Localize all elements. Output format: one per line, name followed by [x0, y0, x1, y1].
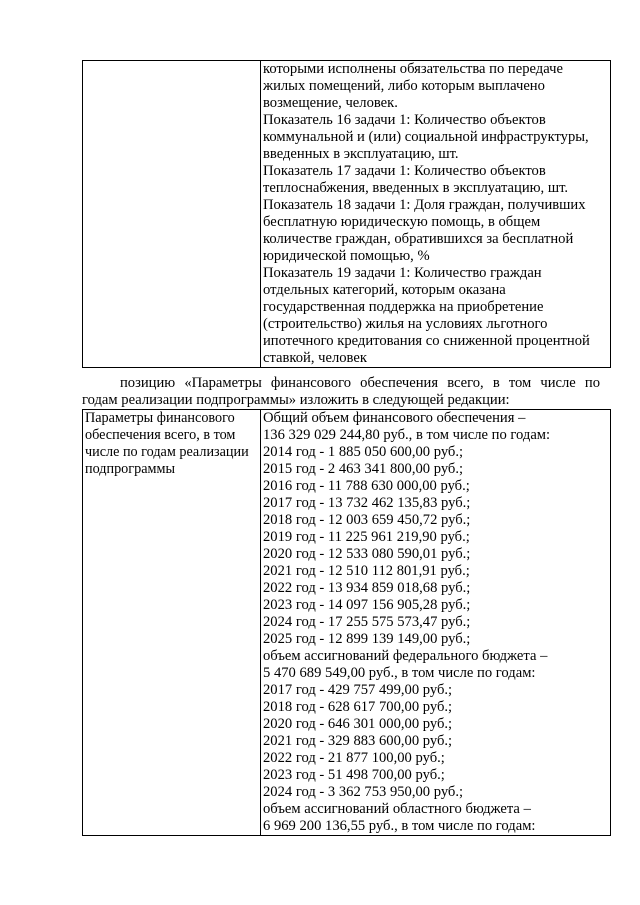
- indicator-line: отдельных категорий, которым оказана: [263, 282, 506, 298]
- finance-line: объем ассигнований областного бюджета –: [263, 801, 531, 817]
- indicators-table: [82, 60, 611, 368]
- finance-line: 2025 год - 12 899 139 149,00 руб.;: [263, 631, 471, 647]
- indicator-line: которыми исполнены обязательства по передаче: [263, 61, 563, 77]
- finance-line: 2023 год - 14 097 156 905,28 руб.;: [263, 597, 471, 613]
- finance-label-line: числе по годам реализации: [85, 444, 249, 460]
- indicator-line: количестве граждан, обратившихся за бесплатной: [263, 231, 574, 247]
- indicator-line: ставкой, человек: [263, 350, 367, 366]
- finance-line: 2015 год - 2 463 341 800,00 руб.;: [263, 461, 464, 477]
- indicator-line: Показатель 19 задачи 1: Количество граждан: [263, 265, 542, 281]
- finance-line: 2024 год - 3 362 753 950,00 руб.;: [263, 784, 464, 800]
- finance-line: 2021 год - 329 883 600,00 руб.;: [263, 733, 453, 749]
- indicator-line: государственная поддержка на приобретение: [263, 299, 544, 315]
- finance-label-line: Параметры финансового: [85, 410, 235, 426]
- indicator-line: юридической помощью, %: [263, 248, 430, 264]
- finance-line: объем ассигнований федерального бюджета –: [263, 648, 548, 664]
- finance-line: 2023 год - 51 498 700,00 руб.;: [263, 767, 445, 783]
- intro-paragraph-line: годам реализации подпрограммы» изложить в следующей редакции:: [82, 392, 510, 408]
- finance-line: 136 329 029 244,80 руб., в том числе по годам:: [263, 427, 551, 443]
- finance-line: 2018 год - 628 617 700,00 руб.;: [263, 699, 453, 715]
- indicator-line: жилых помещений, либо которым выплачено: [263, 78, 545, 94]
- finance-line: 2017 год - 429 757 499,00 руб.;: [263, 682, 453, 698]
- finance-line: 2024 год - 17 255 575 573,47 руб.;: [263, 614, 471, 630]
- indicator-line: Показатель 18 задачи 1: Доля граждан, получивших: [263, 197, 586, 213]
- finance-line: 2020 год - 12 533 080 590,01 руб.;: [263, 546, 471, 562]
- finance-line: 2022 год - 13 934 859 018,68 руб.;: [263, 580, 471, 596]
- finance-line: 2020 год - 646 301 000,00 руб.;: [263, 716, 453, 732]
- finance-label-line: подпрограммы: [85, 461, 175, 477]
- finance-line: 2014 год - 1 885 050 600,00 руб.;: [263, 444, 464, 460]
- finance-line: 2022 год - 21 877 100,00 руб.;: [263, 750, 445, 766]
- finance-line: 6 969 200 136,55 руб., в том числе по годам:: [263, 818, 536, 834]
- intro-paragraph: [82, 375, 600, 409]
- indicator-line: (строительство) жилья на условиях льготного: [263, 316, 548, 332]
- finance-line: 5 470 689 549,00 руб., в том числе по годам:: [263, 665, 536, 681]
- indicator-line: введенных в эксплуатацию, шт.: [263, 146, 459, 162]
- table-row: [83, 410, 611, 836]
- finance-line: Общий объем финансового обеспечения –: [263, 410, 526, 426]
- finance-line: 2017 год - 13 732 462 135,83 руб.;: [263, 495, 471, 511]
- finance-values-cell: [261, 410, 611, 836]
- indicator-line: Показатель 16 задачи 1: Количество объектов: [263, 112, 546, 128]
- indicator-line: Показатель 17 задачи 1: Количество объектов: [263, 163, 546, 179]
- finance-line: 2016 год - 11 788 630 000,00 руб.;: [263, 478, 470, 494]
- indicators-text-cell: [261, 61, 611, 368]
- finance-table: [82, 409, 611, 836]
- intro-paragraph-line: позицию «Параметры финансового обеспечения всего, в том числе по: [120, 375, 600, 391]
- finance-label-cell: [83, 410, 261, 836]
- indicator-line: теплоснабжения, введенных в эксплуатацию, шт.: [263, 180, 569, 196]
- finance-label-line: обеспечения всего, в том: [85, 427, 236, 443]
- indicator-line: возмещение, человек.: [263, 95, 398, 111]
- indicator-line: ипотечного кредитования со сниженной процентной: [263, 333, 590, 349]
- table-row: [83, 61, 611, 368]
- indicator-line: коммунальной и (или) социальной инфраструктуры,: [263, 129, 589, 145]
- finance-line: 2019 год - 11 225 961 219,90 руб.;: [263, 529, 470, 545]
- indicator-line: бесплатную юридическую помощь, в общем: [263, 214, 541, 230]
- indicators-left-cell: [83, 61, 261, 368]
- finance-line: 2021 год - 12 510 112 801,91 руб.;: [263, 563, 470, 579]
- finance-line: 2018 год - 12 003 659 450,72 руб.;: [263, 512, 471, 528]
